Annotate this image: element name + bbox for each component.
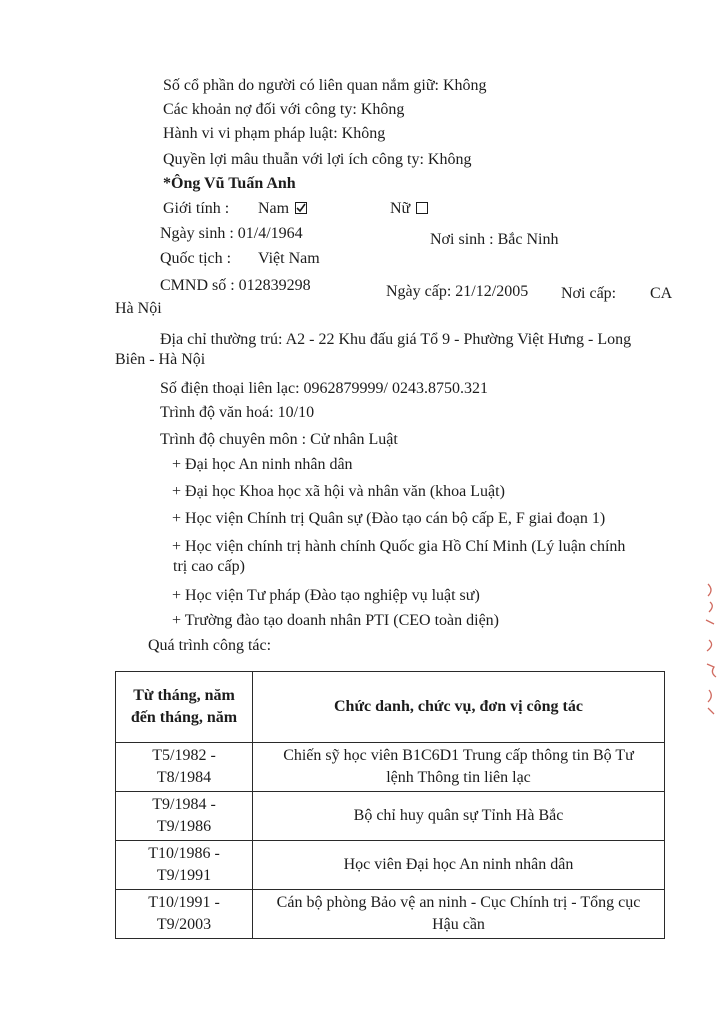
position-cell [253,841,665,890]
table-row [116,890,665,939]
header-period-line-2: đến tháng, năm [130,709,238,726]
period-to: T8/1984 [156,769,212,786]
position-line-2: Hậu cần [432,916,485,933]
gender-label: Giới tính : [163,200,230,217]
person-name: *Ông Vũ Tuấn Anh [163,175,296,192]
table-row [116,743,665,792]
period-from: T10/1986 - [148,845,220,862]
issue-place-city: Hà Nội [115,300,162,317]
period-cell [116,792,253,841]
header-position: Chức danh, chức vụ, đơn vị công tác [253,672,665,743]
period-to: T9/1986 [156,818,212,835]
edu-item-1: + Đại học An ninh nhân dân [172,456,353,473]
address-line-2: Biên - Hà Nội [115,351,206,368]
margin-ink-mark-icon [700,580,722,720]
birth-date: Ngày sinh : 01/4/1964 [160,225,303,242]
issue-date: Ngày cấp: 21/12/2005 [386,283,529,300]
issue-place-label: Nơi cấp: [561,285,617,302]
position-line-1: Chiến sỹ học viên B1C6D1 Trung cấp thông tin Bộ Tư [283,747,634,764]
period-from: T10/1991 - [148,894,220,911]
position-line-1: Học viên Đại học An ninh nhân dân [343,856,574,873]
checked-checkbox-icon [295,202,307,214]
table-row [116,841,665,890]
header-period-line-1: Từ tháng, năm [133,687,235,704]
edu-item-4: + Học viện chính trị hành chính Quốc gia Hồ Chí Minh (Lý luận chính [172,538,626,555]
edu-item-2: + Đại học Khoa học xã hội và nhân văn (khoa Luật) [172,483,505,500]
table-row [116,792,665,841]
qualification-line: Trình độ chuyên môn : Cử nhân Luật [160,431,398,448]
gender-female-option [390,199,428,219]
nationality-value: Việt Nam [258,250,320,267]
header-period [116,672,253,743]
edu-item-6: + Trường đào tạo doanh nhân PTI (CEO toàn diện) [172,612,500,629]
edu-item-4-cont: trị cao cấp) [173,558,245,575]
work-history-heading: Quá trình công tác: [148,637,272,654]
period-cell [116,743,253,792]
address-line-1: Địa chỉ thường trú: A2 - 22 Khu đấu giá Tổ 9 - Phường Việt Hưng - Long [160,331,632,348]
period-cell [116,890,253,939]
period-from: T5/1982 - [152,747,216,764]
conflicts-line: Quyền lợi mâu thuẫn với lợi ích công ty: Không [163,151,472,168]
period-cell [116,841,253,890]
position-cell [253,792,665,841]
shares-related-line: Số cổ phần do người có liên quan nắm giữ: Không [163,77,487,94]
period-from: T9/1984 - [152,796,216,813]
work-history-table [115,671,665,939]
education-line: Trình độ văn hoá: 10/10 [160,404,315,421]
position-line-1: Cán bộ phòng Bảo vệ an ninh - Cục Chính trị - Tổng cục [276,894,641,911]
position-line-2: lệnh Thông tin liên lạc [386,769,531,786]
unchecked-checkbox-icon [416,202,428,214]
period-to: T9/1991 [156,867,212,884]
position-cell [253,890,665,939]
edu-item-5: + Học viện Tư pháp (Đào tạo nghiệp vụ luật sư) [172,587,480,604]
position-cell [253,743,665,792]
debts-line: Các khoản nợ đối với công ty: Không [163,101,405,118]
birth-place: Nơi sinh : Bắc Ninh [430,231,559,248]
table-header-row [116,672,665,743]
nationality-label: Quốc tịch : [160,250,232,267]
id-number: CMND số : 012839298 [160,277,311,294]
violations-line: Hành vi vi phạm pháp luật: Không [163,125,386,142]
edu-item-3: + Học viện Chính trị Quân sự (Đào tạo cán bộ cấp E, F giai đoạn 1) [172,510,606,527]
gender-male-label: Nam [258,200,290,217]
gender-male-option [258,199,307,219]
position-line-1: Bộ chỉ huy quân sự Tỉnh Hà Bắc [353,807,564,824]
period-to: T9/2003 [156,916,212,933]
phone-line: Số điện thoại liên lạc: 0962879999/ 0243.8750.321 [160,380,488,397]
gender-female-label: Nữ [390,200,411,217]
issue-place-value: CA [650,285,673,302]
